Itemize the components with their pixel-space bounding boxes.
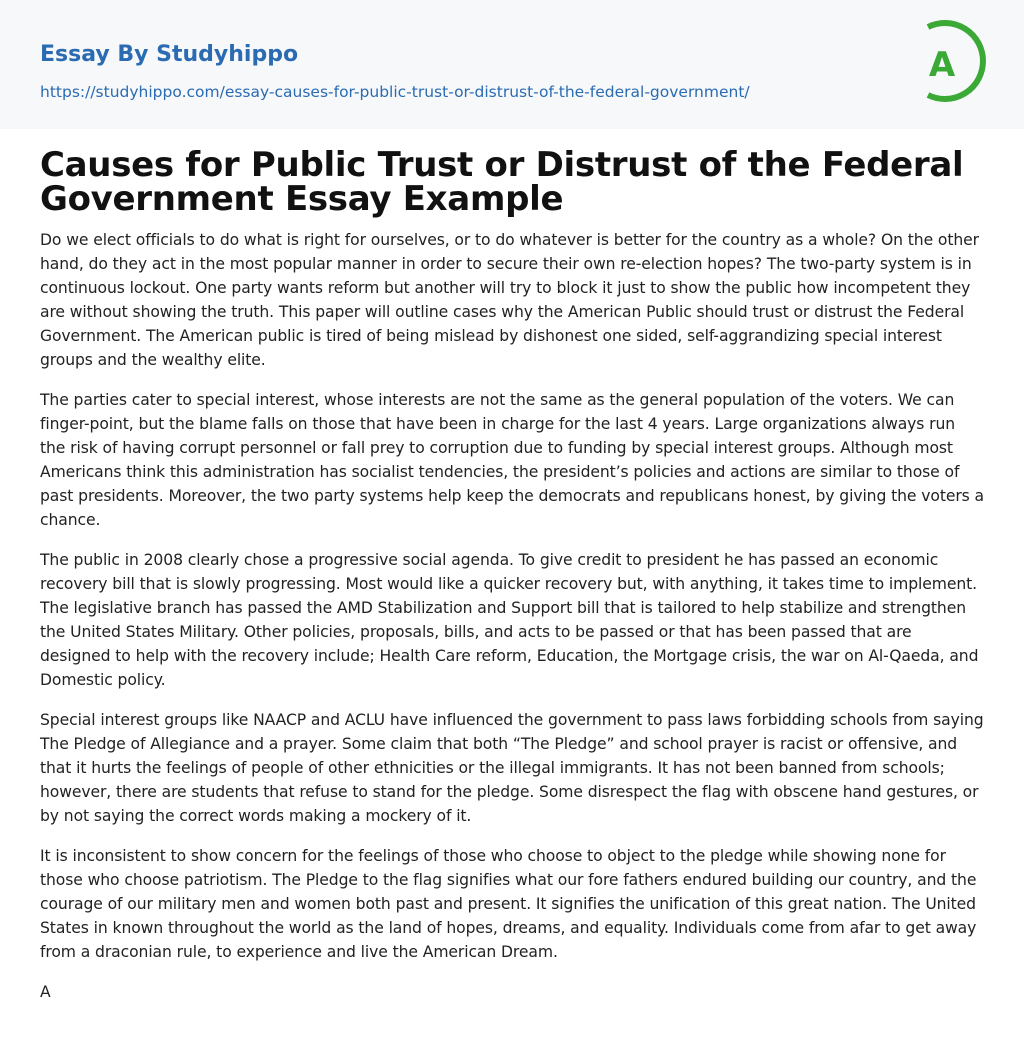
article-paragraph: It is inconsistent to show concern for the feelings of those who choose to object to the pledge while showing none for those who choose patriotism. The Pledge to the flag signifies what our fore fathers endured building our country, and the courage of our military men and women both past and present. It signifies the unification of this great nation. The United States in known throughout the world as the land of hopes, dreams, and equality. Individuals come from afar to get away from a draconian rule, to experience and live the American Dream.: [40, 847, 977, 961]
logo-ring-icon: [916, 19, 986, 105]
studyhippo-logo[interactable]: [916, 19, 986, 105]
logo-letter: A: [928, 45, 956, 85]
article-paragraph: The public in 2008 clearly chose a progressive social agenda. To give credit to president he has passed an economic recovery bill that is slowly progressing. Most would like a quicker recovery but, with anything, it takes time to implement. The legislative branch has passed the AMD Stabilization and Support bill that is tailored to help stabilize and strengthen the United States Military. Other policies, proposals, bills, and acts to be passed or that has been passed that are designed to help with the recovery include; Health Care reform, Education, the Mortgage crisis, the war on Al-Qaeda, and Domestic policy.: [40, 551, 979, 689]
page-title: Causes for Public Trust or Distrust of the Federal Government Essay Example: [40, 145, 964, 219]
article-paragraph: Special interest groups like NAACP and ACLU have influenced the government to pass laws forbidding schools from saying The Pledge of Allegiance and a prayer. Some claim that both “The Pledge” and school prayer is racist or offensive, and that it hurts the feelings of people of other ethnicities or the illegal immigrants. It has not been banned from schools; however, there are students that refuse to stand for the pledge. Some disrespect the flag with obscene hand gestures, or by not saying the correct words making a mockery of it.: [40, 711, 984, 825]
site-header: [0, 0, 1024, 129]
site-title[interactable]: Essay By Studyhippo: [40, 42, 299, 67]
truncated-paragraph: A: [40, 983, 51, 1001]
article-body: [40, 228, 984, 964]
article-paragraph: The parties cater to special interest, whose interests are not the same as the general population of the voters. We can finger-point, but the blame falls on those that have been in charge for the last 4 years. Large organizations always run the risk of having corrupt personnel or fall prey to corruption due to funding by special interest groups. Although most Americans think this administration has socialist tendencies, the president’s policies and actions are similar to those of past presidents. Moreover, the two party systems help keep the democrats and republicans honest, by giving the voters a chance.: [40, 391, 984, 529]
article: [0, 129, 1024, 1004]
article-paragraph: Do we elect officials to do what is right for ourselves, or to do whatever is better for the country as a whole? On the other hand, do they act in the most popular manner in order to secure their own re-election hopes? The two-party system is in continuous lockout. One party wants reform but another will try to block it just to show the public how incompetent they are without showing the truth. This paper will outline cases why the American Public should trust or distrust the Federal Government. The American public is tired of being mislead by dishonest one sided, self-aggrandizing special interest groups and the wealthy elite.: [40, 231, 979, 369]
source-url-link[interactable]: https://studyhippo.com/essay-causes-for-public-trust-or-distrust-of-the-federal-government/: [40, 83, 750, 101]
